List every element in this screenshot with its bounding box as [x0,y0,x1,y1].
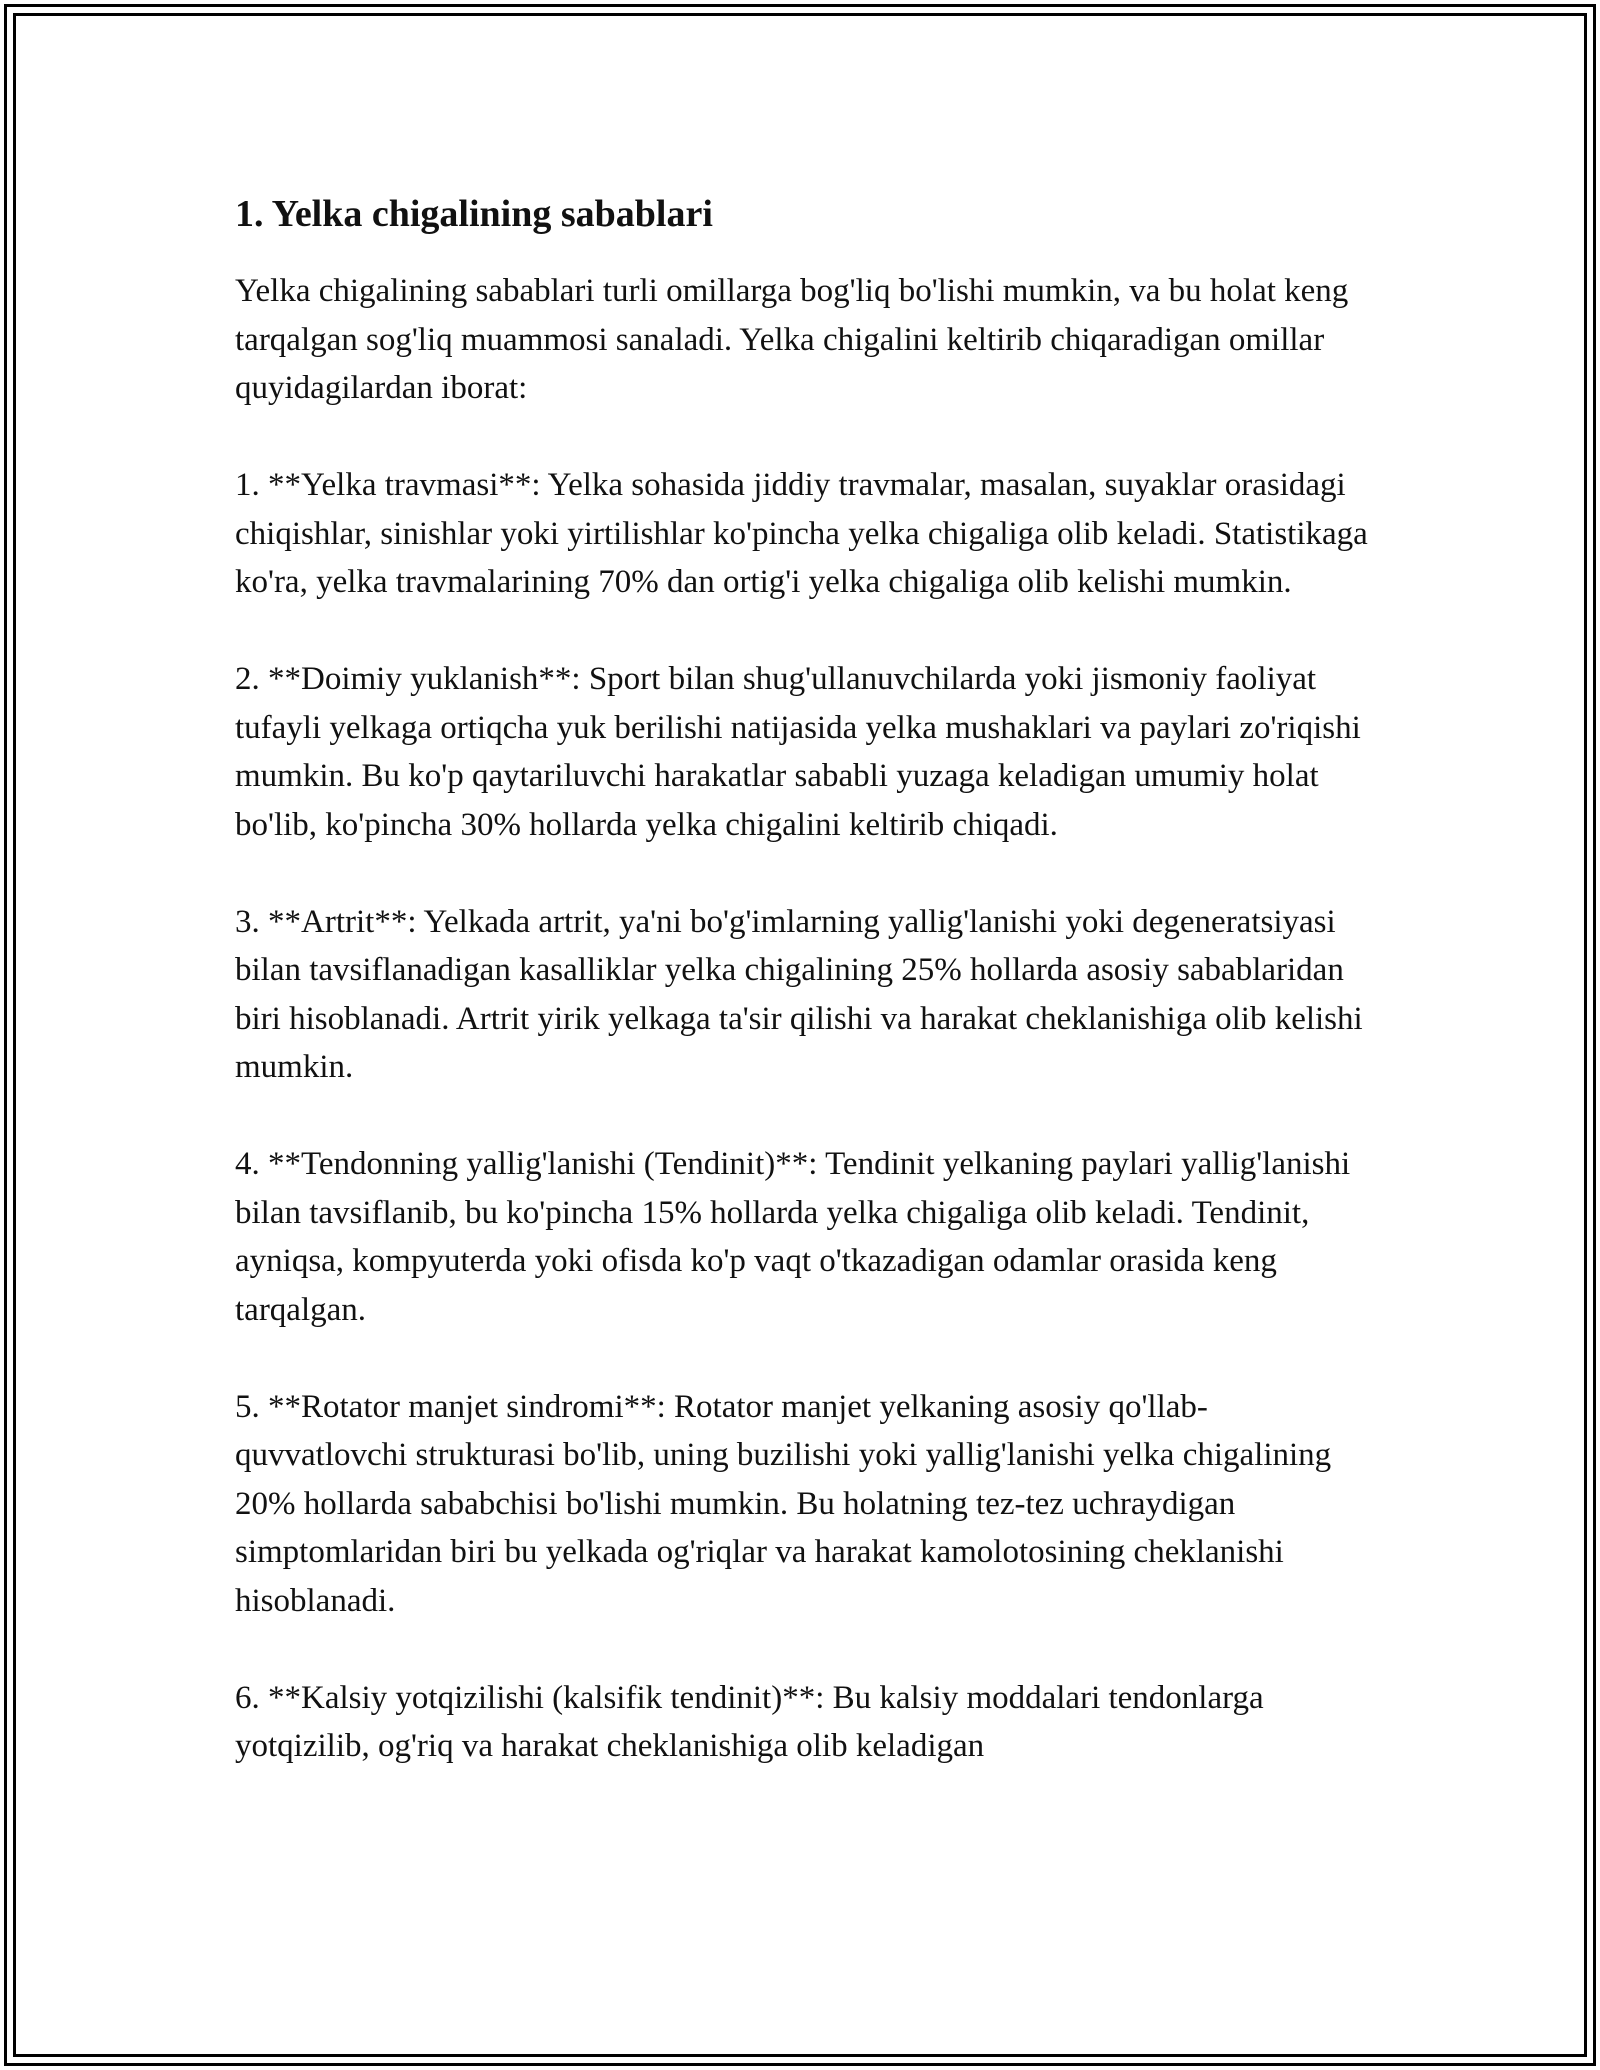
list-item-yuklanish: 2. **Doimiy yuklanish**: Sport bilan shug'ullanuvchilarda yoki jismoniy faoliyat tufayli yelkaga ortiqcha yuk berilishi natijasida yelka mushaklari va paylari zo'riqishi mumkin. Bu ko'p qaytariluvchi harakatlar sababli yuzaga keladigan umumiy holat bo'lib, ko'pincha 30% hollarda yelka chigalini keltirib chiqadi. [235,661,1361,843]
document-body [235,185,1375,1819]
list-item-rotator: 5. **Rotator manjet sindromi**: Rotator manjet yelkaning asosiy qo'llab-quvvatlovchi strukturasi bo'lib, uning buzilishi yoki yallig'lanishi yelka chigalining 20% hollarda sababchisi bo'lishi mumkin. Bu holatning tez-tez uchraydigan simptomlaridan biri bu yelkada og'riqlar va harakat kamolotosining cheklanishi hisoblanadi. [235,1388,1332,1619]
intro-paragraph: Yelka chigalining sabablari turli omillarga bog'liq bo'lishi mumkin, va bu holat keng tarqalgan sog'liq muammosi sanaladi. Yelka chigalini keltirib chiqaradigan omillar quyidagilardan iborat: [235,273,1349,406]
list-item-artrit: 3. **Artrit**: Yelkada artrit, ya'ni bo'g'imlarning yallig'lanishi yoki degeneratsiyasi bilan tavsiflanadigan kasalliklar yelka chigalining 25% hollarda asosiy sabablaridan biri hisoblanadi. Artrit yirik yelkaga ta'sir qilishi va harakat cheklanishiga olib kelishi mumkin. [235,903,1363,1085]
section-title: 1. Yelka chigalining sabablari [235,193,713,235]
list-item-travma: 1. **Yelka travmasi**: Yelka sohasida jiddiy travmalar, masalan, suyaklar orasidagi chiqishlar, sinishlar yoki yirtilishlar ko'pincha yelka chigaliga olib keladi. Statistikaga ko'ra, yelka travmalarining 70% dan ortig'i yelka chigaliga olib kelishi mumkin. [235,467,1368,600]
list-item-kalsiy: 6. **Kalsiy yotqizilishi (kalsifik tendinit)**: Bu kalsiy moddalari tendonlarga yotqizilib, og'riq va harakat cheklanishiga olib keladigan [235,1679,1264,1764]
list-item-tendinit: 4. **Tendonning yallig'lanishi (Tendinit)**: Tendinit yelkaning paylari yallig'lanishi bilan tavsiflanib, bu ko'pincha 15% hollarda yelka chigaliga olib keladi. Tendinit, ayniqsa, kompyuterda yoki ofisda ko'p vaqt o'tkazadigan odamlar orasida keng tarqalgan. [235,1146,1351,1328]
